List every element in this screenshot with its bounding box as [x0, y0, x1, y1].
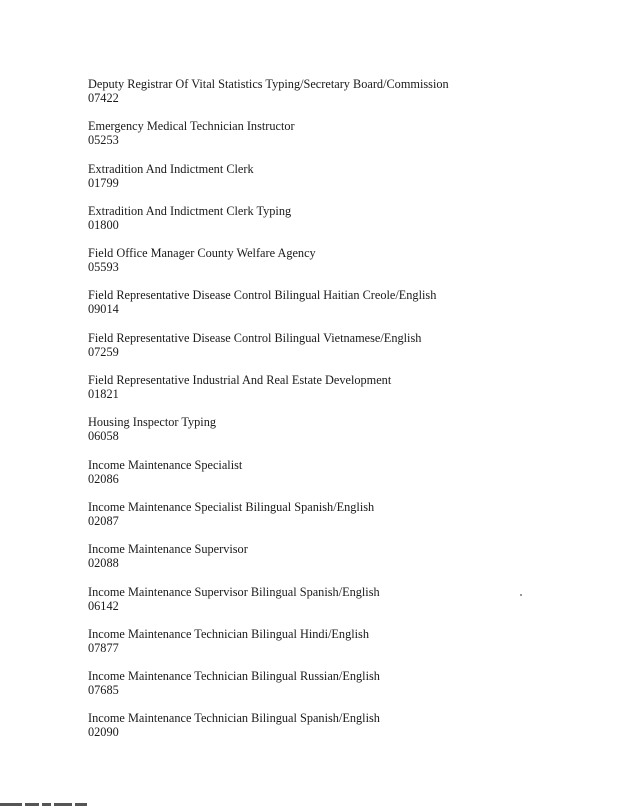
scan-speck — [520, 594, 522, 596]
job-code: 07685 — [88, 683, 119, 698]
job-code: 05253 — [88, 133, 119, 148]
list-item — [88, 288, 588, 330]
list-item — [88, 627, 588, 669]
job-title: Extradition And Indictment Clerk Typing — [88, 203, 292, 218]
job-title: Income Maintenance Specialist Bilingual Spanish/English — [88, 499, 375, 514]
job-title-list — [88, 77, 588, 754]
list-item — [88, 331, 588, 373]
list-item — [88, 585, 588, 627]
job-title: Emergency Medical Technician Instructor — [88, 119, 295, 134]
list-item — [88, 458, 588, 500]
job-title: Extradition And Indictment Clerk — [88, 161, 254, 176]
list-item — [88, 77, 588, 119]
list-item — [88, 415, 588, 457]
job-title: Housing Inspector Typing — [88, 415, 217, 430]
job-title: Income Maintenance Supervisor — [88, 542, 248, 557]
job-code: 07259 — [88, 344, 119, 359]
list-item — [88, 204, 588, 246]
list-item — [88, 373, 588, 415]
job-title: Field Representative Industrial And Real Estate Development — [88, 373, 392, 388]
job-code: 06058 — [88, 429, 119, 444]
job-title: Deputy Registrar Of Vital Statistics Typing/Secretary Board/Commission — [88, 77, 449, 91]
job-title: Income Maintenance Supervisor Bilingual Spanish/English — [88, 584, 380, 599]
job-title: Income Maintenance Technician Bilingual Hindi/English — [88, 626, 369, 641]
job-code: 07877 — [88, 640, 119, 655]
job-title: Income Maintenance Specialist — [88, 457, 243, 472]
job-title: Field Representative Disease Control Bilingual Haitian Creole/English — [88, 288, 437, 303]
job-code: 01800 — [88, 217, 119, 232]
list-item — [88, 119, 588, 161]
job-code: 01799 — [88, 175, 119, 190]
job-title: Income Maintenance Technician Bilingual Spanish/English — [88, 711, 380, 726]
list-item — [88, 246, 588, 288]
list-item — [88, 669, 588, 711]
list-item — [88, 500, 588, 542]
list-item — [88, 542, 588, 584]
job-title: Income Maintenance Technician Bilingual Russian/English — [88, 669, 380, 684]
job-code: 06142 — [88, 598, 119, 613]
job-code: 02090 — [88, 725, 119, 740]
job-title: Field Office Manager County Welfare Agency — [88, 246, 316, 261]
job-code: 09014 — [88, 302, 119, 317]
scan-footer-smudge — [0, 801, 130, 807]
job-code: 02086 — [88, 471, 119, 486]
list-item — [88, 711, 588, 753]
job-code: 02088 — [88, 556, 119, 571]
job-code: 07422 — [88, 91, 119, 105]
job-code: 05593 — [88, 260, 119, 275]
job-code: 01821 — [88, 387, 119, 402]
list-item — [88, 162, 588, 204]
job-title: Field Representative Disease Control Bilingual Vietnamese/English — [88, 330, 422, 345]
job-code: 02087 — [88, 513, 119, 528]
